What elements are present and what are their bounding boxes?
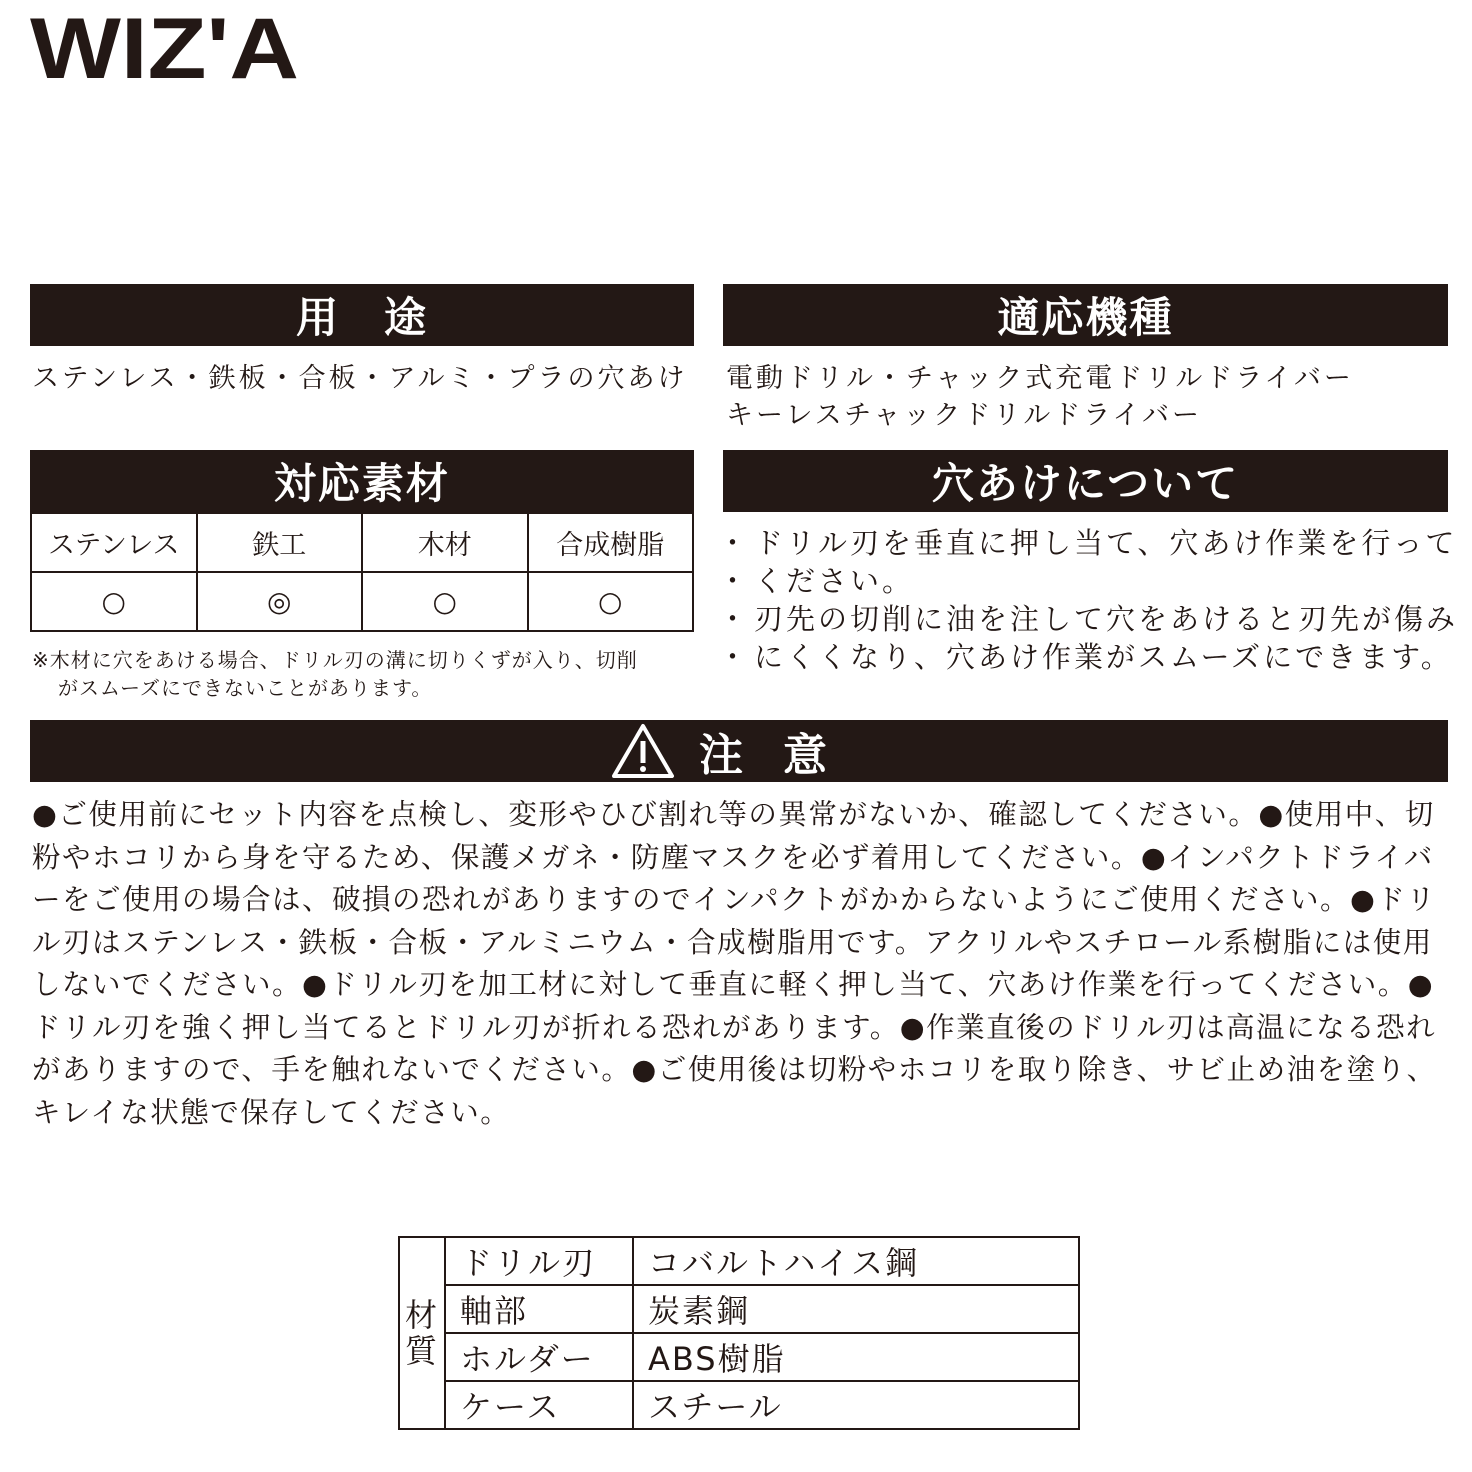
compatible-line-2: キーレスチャックドリルドライバー xyxy=(726,400,1202,431)
spec-material-case: スチール xyxy=(633,1381,1079,1429)
material-header-wood: 木材 xyxy=(362,513,528,572)
material-header-iron: 鉄工 xyxy=(197,513,363,572)
compatible-heading: 適応機種 xyxy=(723,284,1448,346)
usage-heading: 用 途 xyxy=(30,284,694,346)
spec-material-drill: コバルトハイス鋼 xyxy=(633,1237,1079,1285)
materials-note-line-1: ※木材に穴をあける場合、ドリル刃の溝に切りくずが入り、切削 xyxy=(32,648,638,672)
usage-text: ステンレス・鉄板・合板・アルミ・プラの穴あけ xyxy=(32,363,688,394)
drilling-bullet-1-line-2 xyxy=(724,562,1458,600)
material-header-stainless: ステンレス xyxy=(31,513,197,572)
spec-part-case: ケース xyxy=(445,1381,633,1429)
drilling-bullet-1-line-2-text: ください。 xyxy=(754,564,915,598)
spec-header-top: 材 xyxy=(404,1296,439,1334)
material-rating-wood: ○ xyxy=(362,572,528,631)
spec-material-holder: ABS樹脂 xyxy=(633,1333,1079,1381)
drilling-bullet-2-line-2-text: にくくなり、穴あけ作業がスムーズにできます。 xyxy=(754,640,1453,674)
material-rating-iron: ◎ xyxy=(197,572,363,631)
drilling-bullet-2-line-2 xyxy=(724,638,1458,676)
material-rating-resin: ○ xyxy=(528,572,694,631)
materials-heading: 対応素材 xyxy=(30,450,694,512)
materials-table xyxy=(30,512,694,632)
drilling-bullet-1-line-1: ・ ドリル刃を垂直に押し当て、穴あけ作業を行って xyxy=(724,524,1458,562)
spec-material-shaft: 炭素鋼 xyxy=(633,1285,1079,1333)
spec-header-bottom: 質 xyxy=(404,1332,439,1370)
spec-part-shaft: 軸部 xyxy=(445,1285,633,1333)
materials-note xyxy=(32,646,638,702)
spec-part-holder: ホルダー xyxy=(445,1333,633,1381)
spec-header xyxy=(399,1237,445,1429)
drilling-bullets xyxy=(724,524,1458,676)
drilling-heading: 穴あけについて xyxy=(723,450,1448,512)
brand-logo: WIZ'A xyxy=(30,1,299,97)
spec-part-drill: ドリル刃 xyxy=(445,1237,633,1285)
material-spec-table xyxy=(398,1236,1080,1430)
warning-triangle-icon xyxy=(611,723,675,779)
caution-body: ●ご使用前にセット内容を点検し、変形やひび割れ等の異常がないか、確認してください。●使用中、切粉やホコリから身を守るため、保護メガネ・防塵マスクを必ず着用してください。●インパクトドライバーをご使用の場合は、破損の恐れがありますのでインパクトがかからないようにご使用ください。●ドリル刃はステンレス・鉄板・合板・アルミニウム・合成樹脂用です。アクリルやスチロール系樹脂には使用しないでください。●ドリル刃を加工材に対して垂直に軽く押し当て、穴あけ作業を行ってください。●ドリル刃を強く押し当てるとドリル刃が折れる恐れがあります。●作業直後のドリル刃は高温になる恐れがありますので、手を触れないでください。●ご使用後は切粉やホコリを取り除き、サビ止め油を塗り、キレイな状態で保存してください。 xyxy=(32,798,1437,1129)
material-header-resin: 合成樹脂 xyxy=(528,513,694,572)
caution-title: 注意 xyxy=(699,730,867,781)
drilling-bullet-2-line-1: ・ 刃先の切削に油を注して穴をあけると刃先が傷み xyxy=(724,600,1458,638)
compatible-line-1: 電動ドリル・チャック式充電ドリルドライバー xyxy=(726,363,1354,394)
materials-note-line-2: がスムーズにできないことがあります。 xyxy=(58,676,433,700)
material-rating-stainless: ○ xyxy=(31,572,197,631)
caution-heading xyxy=(30,720,1448,782)
